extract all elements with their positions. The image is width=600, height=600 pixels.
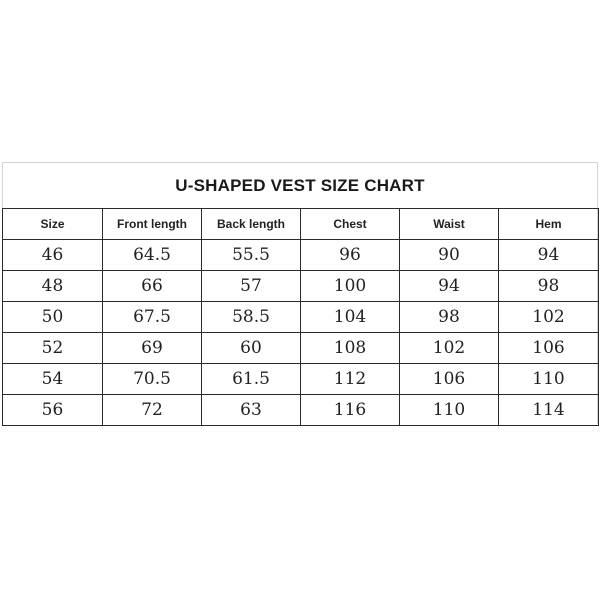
cell-front-length: 66 bbox=[103, 271, 202, 302]
cell-waist: 98 bbox=[400, 302, 499, 333]
cell-waist: 110 bbox=[400, 395, 499, 426]
cell-hem: 102 bbox=[499, 302, 599, 333]
table-row bbox=[3, 302, 599, 333]
cell-chest: 96 bbox=[301, 240, 400, 271]
cell-back-length: 63 bbox=[202, 395, 301, 426]
chart-title: U-SHAPED VEST SIZE CHART bbox=[175, 176, 425, 195]
cell-chest: 116 bbox=[301, 395, 400, 426]
table-row bbox=[3, 364, 599, 395]
cell-chest: 100 bbox=[301, 271, 400, 302]
cell-front-length: 69 bbox=[103, 333, 202, 364]
column-header-size: Size bbox=[3, 209, 103, 240]
cell-size: 48 bbox=[3, 271, 103, 302]
table-row bbox=[3, 333, 599, 364]
cell-chest: 112 bbox=[301, 364, 400, 395]
column-header-chest: Chest bbox=[301, 209, 400, 240]
cell-back-length: 60 bbox=[202, 333, 301, 364]
cell-hem: 94 bbox=[499, 240, 599, 271]
size-table bbox=[2, 208, 599, 426]
cell-size: 46 bbox=[3, 240, 103, 271]
cell-size: 54 bbox=[3, 364, 103, 395]
column-header-back-length: Back length bbox=[202, 209, 301, 240]
table-header-row bbox=[3, 209, 599, 240]
cell-hem: 106 bbox=[499, 333, 599, 364]
cell-back-length: 61.5 bbox=[202, 364, 301, 395]
cell-back-length: 58.5 bbox=[202, 302, 301, 333]
cell-waist: 102 bbox=[400, 333, 499, 364]
cell-size: 52 bbox=[3, 333, 103, 364]
cell-waist: 106 bbox=[400, 364, 499, 395]
cell-front-length: 64.5 bbox=[103, 240, 202, 271]
cell-back-length: 57 bbox=[202, 271, 301, 302]
cell-hem: 110 bbox=[499, 364, 599, 395]
table-row bbox=[3, 271, 599, 302]
column-header-front-length: Front length bbox=[103, 209, 202, 240]
cell-waist: 94 bbox=[400, 271, 499, 302]
table-row bbox=[3, 395, 599, 426]
column-header-waist: Waist bbox=[400, 209, 499, 240]
table-row bbox=[3, 240, 599, 271]
cell-hem: 98 bbox=[499, 271, 599, 302]
cell-back-length: 55.5 bbox=[202, 240, 301, 271]
cell-waist: 90 bbox=[400, 240, 499, 271]
cell-front-length: 67.5 bbox=[103, 302, 202, 333]
column-header-hem: Hem bbox=[499, 209, 599, 240]
cell-hem: 114 bbox=[499, 395, 599, 426]
cell-size: 50 bbox=[3, 302, 103, 333]
cell-chest: 104 bbox=[301, 302, 400, 333]
cell-front-length: 70.5 bbox=[103, 364, 202, 395]
cell-front-length: 72 bbox=[103, 395, 202, 426]
cell-size: 56 bbox=[3, 395, 103, 426]
size-chart bbox=[2, 162, 598, 424]
cell-chest: 108 bbox=[301, 333, 400, 364]
